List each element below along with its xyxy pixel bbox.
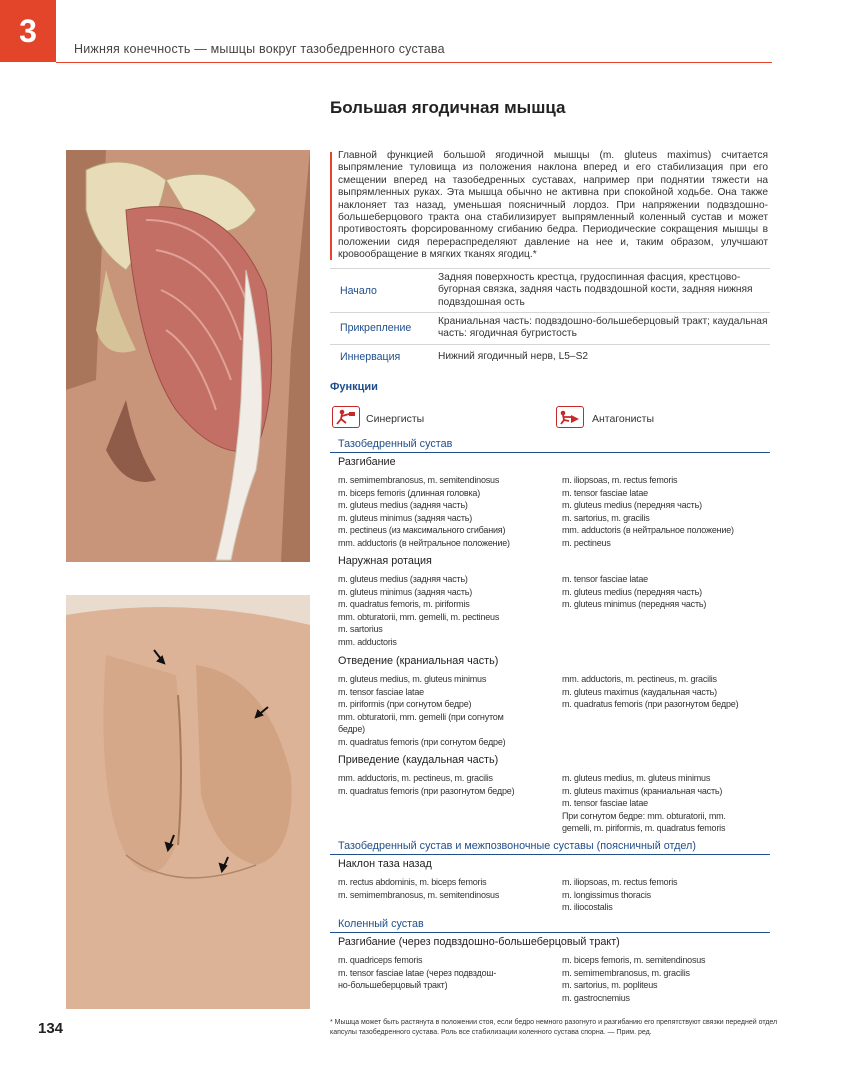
innervation-value: Нижний ягодичный нерв, L5–S2 [438, 351, 589, 362]
extension-antagonists: m. iliopsoas, m. rectus femoris m. tensor fasciae latae m. gluteus medius (передняя часть) m. sartorius, m. gracilis mm. adductoris (в нейтральное положение) m. pectineus [562, 475, 734, 548]
origin-row [330, 268, 770, 313]
section-hip: Тазобедренный сустав [338, 438, 453, 450]
adduction-title: Приведение (каудальная часть) [338, 754, 499, 766]
section-hip-spine: Тазобедренный сустав и межпозвоночные суставы (поясничный отдел) [338, 840, 696, 852]
running-title: Нижняя конечность — мышцы вокруг тазобедренного сустава [74, 42, 445, 56]
section-rule [330, 452, 770, 453]
insertion-label: Прикрепление [340, 322, 412, 334]
chapter-number-badge: 3 [0, 0, 56, 62]
extension-synergists: m. semimembranosus, m. semitendinosus m. biceps femoris (длинная головка) m. gluteus medius (задняя часть) m. gluteus minimus (задняя часть) m. pectineus (из максимального сгибания) mm. adductoris (в нейтральное положение) [338, 475, 510, 548]
section-rule [330, 932, 770, 933]
footnote: * Мышца может быть растянута в положении стоя, если бедро немного разогнуто и разгибанию его препятствуют связки передней отдел капсулы тазобедренного сустава. Роль все стабилизации коленного сустава спорна. — Прим. ред. [330, 1019, 778, 1036]
adduction-antagonists: m. gluteus medius, m. gluteus minimus m. gluteus maximus (краниальная часть) m. tensor fasciae latae При согнутом бедре: mm. obturatorii, mm. gemelli, m. piriformis, m. quadratus femoris [562, 773, 726, 834]
page-number: 134 [38, 1020, 64, 1037]
origin-value: Задняя поверхность крестца, грудоспинная фасция, крестцово-бугорная связка, задняя часть подвздошной кости, задняя нижняя подвздошная ость [438, 272, 753, 308]
pelvic-tilt-synergists: m. rectus abdominis, m. biceps femoris m. semimembranosus, m. semitendinosus [338, 877, 500, 900]
section-rule [330, 854, 770, 855]
synergist-icon [332, 406, 360, 428]
functions-heading: Функции [330, 381, 378, 393]
abduction-antagonists: mm. adductoris, m. pectineus, m. gracilis m. gluteus maximus (каудальная часть) m. quadratus femoris (при разогнутом бедре) [562, 674, 739, 710]
intro-text: Главной функцией большой ягодичной мышцы (m. gluteus maximus) считается выпрямление туловища из положения наклона вперед и его стабилизация при его смещении вперед на тазобедренных суставах, например при поднятии тяжести на выпрямленных руках. Эта мышца обычно не активна при спокойной ходьбе. Она также наклоняет таз назад, уменьшая поясничный лордоз. При напряжении подвздошно-большеберцового тракта она стабилизирует выпрямленный коленный сустав и может противостоять форсированному сгибанию бедра. Периодические сокращения мышцы в положении сидя перераспределяют давление на нее и, таким образом, улучшают кровообращение в мягких тканях ягодиц.* [338, 150, 768, 261]
section-knee: Коленный сустав [338, 918, 424, 930]
innervation-label: Иннервация [340, 351, 401, 363]
page-title: Большая ягодичная мышца [330, 98, 566, 117]
pelvic-tilt-title: Наклон таза назад [338, 858, 432, 870]
knee-extension-title: Разгибание (через подвздошно-большеберцовый тракт) [338, 936, 620, 948]
adduction-synergists: mm. adductoris, m. pectineus, m. gracilis m. quadratus femoris (при разогнутом бедре) [338, 773, 515, 796]
abduction-title: Отведение (краниальная часть) [338, 655, 499, 667]
knee-extension-synergists: m. quadriceps femoris m. tensor fasciae latae (через подвздош- но-большеберцовый тракт) [338, 955, 497, 991]
insertion-value: Краниальная часть: подвздошно-большеберцовый тракт; каудальная часть: ягодичная бугристость [438, 316, 768, 340]
intro-accent-bar [330, 152, 332, 260]
antagonists-label: Антагонисты [592, 413, 655, 425]
body-photo [66, 595, 310, 1009]
origin-label: Начало [340, 285, 377, 297]
external-rotation-antagonists: m. tensor fasciae latae m. gluteus medius (передняя часть) m. gluteus minimus (передняя часть) [562, 574, 707, 610]
pelvic-tilt-antagonists: m. iliopsoas, m. rectus femoris m. longissimus thoracis m. iliocostalis [562, 877, 678, 913]
insertion-row [330, 312, 770, 343]
knee-extension-antagonists: m. biceps femoris, m. semitendinosus m. semimembranosus, m. gracilis m. sartorius, m. popliteus m. gastrocnemius [562, 955, 706, 1003]
synergists-label: Синергисты [366, 413, 425, 425]
external-rotation-title: Наружная ротация [338, 555, 432, 567]
anatomy-illustration [66, 150, 310, 562]
antagonist-icon [556, 406, 584, 428]
header-rule [56, 62, 772, 63]
external-rotation-synergists: m. gluteus medius (задняя часть) m. gluteus minimus (задняя часть) m. quadratus femoris, m. piriformis mm. obturatorii, mm. gemelli, m. pectineus m. sartorius mm. adductoris [338, 574, 500, 647]
innervation-row [330, 344, 770, 367]
abduction-synergists: m. gluteus medius, m. gluteus minimus m. tensor fasciae latae m. piriformis (при согнутом бедре) mm. obturatorii, mm. gemelli (при согнутом бедре) m. quadratus femoris (при согнутом бедре) [338, 674, 506, 747]
extension-title: Разгибание [338, 456, 396, 468]
